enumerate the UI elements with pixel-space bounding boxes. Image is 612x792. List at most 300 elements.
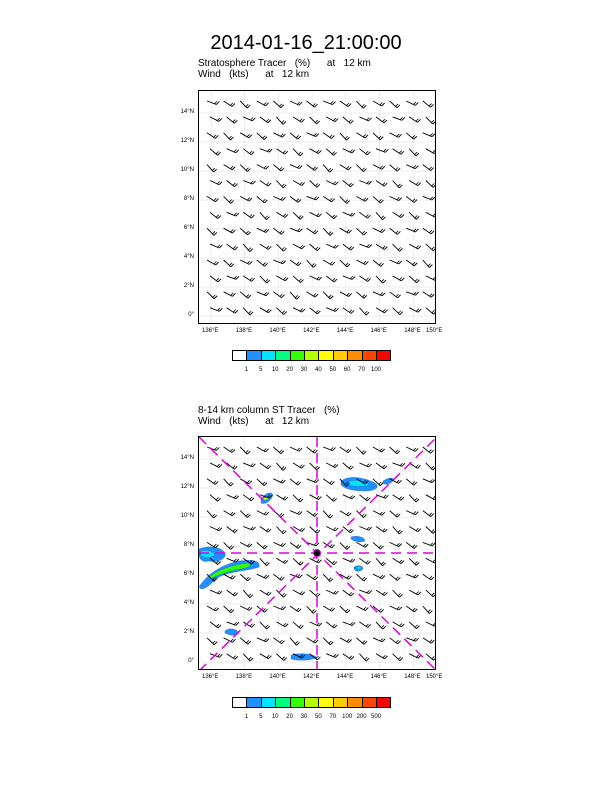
wind-barb bbox=[356, 133, 368, 138]
colorbar-label: 1 bbox=[244, 714, 249, 720]
wind-barb bbox=[257, 260, 268, 266]
wind-barb bbox=[243, 181, 255, 185]
wind-barb bbox=[359, 117, 371, 121]
wind-barb bbox=[227, 117, 238, 123]
wind-barb bbox=[426, 590, 436, 597]
wind-barb bbox=[323, 638, 333, 645]
wind-barb bbox=[376, 244, 387, 249]
wind-barb bbox=[406, 165, 418, 169]
wind-barb bbox=[426, 117, 436, 124]
wind-barb bbox=[310, 527, 320, 534]
wind-barb bbox=[293, 558, 303, 565]
wind-barb bbox=[293, 212, 303, 219]
wind-barb bbox=[409, 244, 421, 249]
panel2-map bbox=[198, 436, 436, 670]
colorbar-swatch bbox=[318, 350, 333, 361]
wind-barb bbox=[293, 276, 303, 283]
wind-barb bbox=[323, 260, 335, 265]
wind-barb bbox=[240, 638, 251, 644]
wind-barb bbox=[290, 447, 302, 451]
wind-barb bbox=[290, 542, 301, 548]
wind-barb bbox=[393, 308, 403, 315]
wind-barb bbox=[376, 622, 386, 629]
wind-barb bbox=[393, 590, 403, 597]
wind-barb bbox=[340, 511, 351, 516]
wind-barb bbox=[310, 181, 320, 188]
wind-barb bbox=[227, 622, 239, 625]
wind-barb bbox=[359, 276, 370, 282]
colorbar-label: 70 bbox=[358, 367, 365, 373]
lat-tick-label: 14°N bbox=[180, 455, 194, 461]
colorbar-label: 50 bbox=[315, 714, 322, 720]
wind-barb bbox=[426, 212, 436, 217]
wind-barb bbox=[207, 447, 219, 450]
wind-barb bbox=[293, 590, 305, 595]
wind-barb bbox=[406, 133, 417, 139]
wind-barb bbox=[210, 276, 221, 282]
wind-barb bbox=[326, 527, 338, 531]
wind-barb bbox=[343, 308, 354, 314]
wind-barb bbox=[273, 479, 285, 483]
wind-barb bbox=[224, 511, 236, 516]
wind-barb bbox=[340, 133, 350, 140]
lat-tick-label: 10°N bbox=[180, 513, 194, 519]
wind-barb bbox=[323, 101, 335, 105]
wind-barb bbox=[293, 495, 303, 502]
panel1-colorbar bbox=[232, 350, 390, 361]
wind-barb bbox=[276, 495, 287, 500]
wind-barb bbox=[207, 606, 219, 611]
wind-barb bbox=[343, 463, 354, 470]
wind-barb bbox=[406, 606, 417, 612]
wind-barb bbox=[373, 133, 383, 140]
wind-barb bbox=[340, 447, 351, 453]
wind-barb bbox=[359, 527, 371, 531]
wind-barb bbox=[376, 590, 387, 595]
wind-barb bbox=[224, 638, 236, 643]
wind-barb bbox=[409, 276, 419, 283]
wind-barb bbox=[326, 590, 338, 594]
colorbar-label: 5 bbox=[259, 714, 263, 720]
wind-barb bbox=[423, 196, 435, 200]
wind-barb bbox=[356, 196, 368, 201]
wind-barb bbox=[326, 308, 338, 312]
lat-tick-label: 0° bbox=[188, 312, 194, 318]
wind-barb bbox=[356, 638, 367, 645]
wind-barb bbox=[310, 276, 322, 280]
lat-tick-label: 10°N bbox=[180, 167, 194, 173]
wind-barb bbox=[359, 212, 370, 218]
wind-barb bbox=[207, 638, 217, 645]
wind-barb bbox=[356, 260, 368, 265]
wind-barb bbox=[356, 292, 367, 299]
wind-barb bbox=[257, 101, 269, 106]
wind-barb bbox=[406, 101, 418, 105]
lat-tick-label: 14°N bbox=[180, 109, 194, 115]
lon-tick-label: 140°E bbox=[269, 328, 286, 334]
lon-tick-label: 146°E bbox=[370, 328, 387, 334]
wind-barb bbox=[343, 244, 354, 250]
wind-barb bbox=[210, 117, 222, 122]
wind-barb bbox=[393, 527, 403, 534]
wind-barb bbox=[376, 463, 387, 469]
wind-barb bbox=[359, 622, 370, 628]
wind-barb bbox=[373, 447, 385, 452]
wind-barb bbox=[276, 308, 286, 315]
wind-barb bbox=[323, 606, 335, 611]
wind-barb bbox=[390, 511, 401, 518]
colorbar-swatch bbox=[232, 350, 247, 361]
colorbar-label: 70 bbox=[329, 714, 337, 720]
wind-barb bbox=[343, 117, 354, 124]
wind-barb bbox=[307, 606, 317, 613]
colorbar-swatch bbox=[376, 697, 391, 708]
wind-barb bbox=[356, 542, 368, 547]
lon-tick-label: 136°E bbox=[202, 328, 219, 334]
wind-barb bbox=[393, 181, 403, 188]
wind-barb bbox=[409, 308, 421, 313]
wind-barb bbox=[260, 276, 270, 283]
wind-barb bbox=[210, 149, 221, 156]
wind-barb bbox=[224, 447, 235, 452]
wind-barb bbox=[323, 447, 335, 451]
colorbar-swatch bbox=[261, 350, 276, 361]
wind-barb bbox=[243, 527, 255, 531]
wind-barb bbox=[326, 276, 337, 282]
lon-tick-label: 150°E bbox=[426, 328, 443, 334]
wind-barb bbox=[210, 308, 222, 312]
wind-barb bbox=[224, 133, 234, 140]
wind-barb bbox=[406, 479, 417, 485]
colorbar-swatch bbox=[290, 697, 305, 708]
wind-barb bbox=[409, 117, 420, 122]
wind-barb bbox=[340, 165, 351, 170]
panel2-title-line1: 8-14 km column ST Tracer (%) bbox=[198, 405, 340, 416]
wind-barb bbox=[227, 590, 238, 596]
wind-barb bbox=[257, 447, 269, 452]
wind-barb bbox=[227, 212, 239, 216]
wind-barb bbox=[426, 181, 436, 188]
wind-barb bbox=[240, 542, 252, 547]
wind-barb bbox=[290, 196, 301, 202]
lat-tick-label: 0° bbox=[188, 658, 194, 664]
panel2-colorbar bbox=[232, 697, 390, 708]
wind-barb bbox=[359, 308, 369, 315]
lat-tick-label: 6°N bbox=[183, 571, 194, 577]
wind-barb bbox=[373, 101, 385, 106]
wind-barb bbox=[343, 527, 354, 533]
wind-barb bbox=[290, 165, 302, 169]
colorbar-label: 30 bbox=[300, 714, 308, 720]
wind-barb bbox=[343, 654, 354, 660]
tracer-region bbox=[351, 536, 365, 542]
wind-barb bbox=[257, 165, 269, 170]
wind-barb bbox=[426, 308, 436, 314]
wind-barb bbox=[210, 181, 222, 185]
wind-barb bbox=[323, 133, 334, 139]
wind-barb bbox=[273, 165, 284, 171]
wind-barb bbox=[343, 558, 355, 562]
wind-barb bbox=[393, 212, 404, 217]
lon-tick-label: 138°E bbox=[235, 674, 253, 680]
wind-barb bbox=[276, 212, 288, 217]
wind-barb bbox=[393, 117, 405, 120]
wind-barb bbox=[393, 463, 405, 466]
wind-barb bbox=[356, 101, 366, 108]
wind-barb bbox=[376, 308, 388, 313]
wind-barb bbox=[240, 101, 250, 108]
wind-barb bbox=[210, 463, 222, 468]
colorbar-swatch bbox=[333, 697, 348, 708]
wind-barb bbox=[260, 149, 272, 152]
lon-tick-label: 146°E bbox=[370, 674, 387, 680]
colorbar-label: 40 bbox=[315, 367, 322, 373]
wind-barb bbox=[406, 638, 418, 641]
colorbar-swatch bbox=[347, 697, 362, 708]
wind-barb bbox=[257, 196, 268, 203]
wind-barb bbox=[207, 260, 219, 265]
wind-barb bbox=[260, 212, 270, 219]
wind-barb bbox=[373, 638, 385, 642]
wind-barb bbox=[207, 196, 218, 201]
wind-barb bbox=[426, 276, 436, 280]
lon-tick-label: 148°E bbox=[404, 674, 421, 680]
wind-barb bbox=[376, 149, 388, 153]
wind-barb bbox=[326, 117, 338, 122]
wind-barb bbox=[207, 479, 218, 485]
wind-barb bbox=[393, 495, 404, 501]
wind-barb bbox=[260, 622, 270, 629]
wind-barb bbox=[373, 196, 383, 203]
wind-barb bbox=[326, 622, 337, 628]
panel2-title-line2: Wind (kts) at 12 km bbox=[198, 416, 310, 427]
lat-tick-label: 4°N bbox=[183, 600, 194, 606]
colorbar-label: 500 bbox=[370, 714, 382, 720]
wind-barb bbox=[393, 622, 405, 627]
wind-barb bbox=[373, 260, 384, 266]
wind-barb bbox=[326, 463, 338, 468]
wind-barb bbox=[359, 590, 371, 593]
wind-barb bbox=[390, 133, 402, 138]
wind-barb bbox=[307, 260, 317, 267]
wind-barb bbox=[307, 479, 319, 483]
wind-barb bbox=[373, 511, 385, 516]
wind-barb bbox=[376, 212, 386, 220]
wind-barb bbox=[260, 558, 270, 565]
wind-barb bbox=[240, 260, 252, 264]
wind-barb bbox=[326, 149, 336, 156]
colorbar-swatch bbox=[376, 350, 391, 361]
wind-barb bbox=[409, 622, 419, 629]
wind-barb bbox=[393, 149, 404, 155]
lon-tick-label: 150°E bbox=[426, 674, 443, 680]
colorbar-swatch bbox=[246, 350, 261, 361]
wind-barb bbox=[257, 133, 267, 140]
wind-barb bbox=[260, 463, 271, 469]
colorbar-swatch bbox=[304, 350, 319, 361]
lat-tick-label: 12°N bbox=[180, 484, 194, 490]
wind-barb bbox=[343, 495, 355, 499]
wind-barb bbox=[224, 260, 234, 267]
colorbar-swatch bbox=[275, 350, 290, 361]
wind-barb bbox=[393, 276, 405, 281]
wind-barb bbox=[276, 590, 286, 597]
wind-barb bbox=[227, 308, 238, 314]
wind-barb bbox=[343, 590, 354, 596]
panel1-map bbox=[198, 90, 436, 324]
wind-barb bbox=[406, 511, 418, 515]
wind-barb bbox=[273, 606, 285, 610]
wind-barb bbox=[227, 276, 239, 279]
panel1-map-svg bbox=[199, 91, 436, 324]
wind-barb bbox=[423, 542, 435, 546]
wind-barb bbox=[376, 117, 387, 123]
lon-tick-label: 136°E bbox=[202, 674, 219, 680]
wind-barb bbox=[276, 181, 286, 188]
wind-barb bbox=[290, 101, 302, 105]
wind-barb bbox=[293, 149, 303, 156]
wind-barb bbox=[373, 542, 383, 549]
wind-barb bbox=[343, 212, 355, 216]
wind-barb bbox=[260, 654, 272, 659]
wind-barb bbox=[240, 447, 250, 454]
lon-tick-label: 148°E bbox=[404, 328, 421, 334]
center-marker bbox=[314, 550, 321, 557]
lon-tick-label: 142°E bbox=[303, 328, 320, 334]
wind-barb bbox=[409, 590, 421, 595]
wind-barb bbox=[423, 638, 434, 643]
colorbar-swatch bbox=[362, 697, 377, 708]
wind-barb bbox=[373, 292, 385, 296]
wind-barb bbox=[409, 149, 419, 156]
wind-barb bbox=[390, 101, 400, 108]
colorbar-swatch bbox=[333, 350, 348, 361]
wind-barb bbox=[276, 117, 286, 125]
colorbar-label: 10 bbox=[271, 714, 279, 720]
wind-barb bbox=[340, 260, 350, 267]
wind-barb bbox=[240, 196, 252, 201]
lon-tick-label: 140°E bbox=[269, 674, 286, 680]
wind-barb bbox=[293, 117, 304, 122]
wind-barb bbox=[376, 527, 387, 533]
wind-barb bbox=[210, 495, 221, 502]
wind-barb bbox=[276, 654, 286, 661]
lat-tick-label: 2°N bbox=[183, 283, 194, 289]
wind-barb bbox=[310, 558, 322, 563]
wind-barb bbox=[207, 292, 217, 299]
wind-barb bbox=[260, 308, 272, 313]
wind-barb bbox=[359, 463, 371, 467]
lon-tick-label: 142°E bbox=[303, 674, 320, 680]
wind-barb bbox=[260, 527, 271, 533]
lon-tick-label: 144°E bbox=[336, 328, 354, 334]
wind-barb bbox=[257, 511, 269, 516]
wind-barb bbox=[290, 638, 300, 646]
colorbar-label: 10 bbox=[271, 367, 279, 373]
wind-barb bbox=[310, 244, 321, 251]
wind-barb bbox=[224, 479, 234, 486]
wind-barb bbox=[290, 260, 301, 266]
colorbar-swatch bbox=[318, 697, 333, 708]
wind-barb bbox=[426, 149, 436, 154]
wind-barb bbox=[240, 165, 250, 172]
wind-barb bbox=[307, 196, 319, 199]
wind-barb bbox=[276, 244, 286, 251]
wind-barb bbox=[293, 463, 304, 468]
colorbar-swatch bbox=[304, 697, 319, 708]
wind-barb bbox=[227, 558, 239, 562]
wind-barb bbox=[326, 495, 336, 502]
panel1-title-line2: Wind (kts) at 12 km bbox=[198, 69, 310, 80]
wind-barb bbox=[423, 479, 435, 483]
wind-barb bbox=[260, 117, 271, 123]
wind-barb bbox=[409, 527, 421, 532]
wind-barb bbox=[257, 638, 269, 642]
wind-barb bbox=[326, 181, 338, 185]
colorbar-swatch bbox=[290, 350, 305, 361]
wind-barb bbox=[276, 527, 286, 534]
wind-barb bbox=[240, 133, 252, 138]
wind-barb bbox=[210, 622, 221, 628]
tracer-region bbox=[383, 478, 393, 484]
wind-barb bbox=[343, 276, 355, 280]
lat-tick-label: 2°N bbox=[183, 629, 194, 635]
wind-barb bbox=[273, 133, 285, 137]
wind-barb bbox=[224, 101, 235, 106]
wind-barb bbox=[310, 149, 322, 154]
wind-barb bbox=[343, 181, 354, 187]
lat-tick-label: 6°N bbox=[183, 225, 194, 231]
wind-barb bbox=[207, 133, 218, 139]
lat-tick-label: 8°N bbox=[183, 542, 194, 548]
lon-tick-label: 144°E bbox=[336, 674, 354, 680]
colorbar-label: 60 bbox=[343, 367, 351, 373]
wind-barb bbox=[290, 479, 301, 485]
wind-barb bbox=[406, 196, 417, 202]
wind-barb bbox=[426, 244, 436, 251]
colorbar-swatch bbox=[232, 697, 247, 708]
wind-barb bbox=[356, 447, 366, 454]
wind-barb bbox=[290, 228, 302, 232]
wind-barb bbox=[423, 101, 434, 107]
wind-barb bbox=[243, 463, 255, 467]
wind-barb bbox=[224, 165, 236, 170]
wind-barb bbox=[273, 638, 284, 644]
wind-barb bbox=[227, 244, 238, 250]
wind-barb bbox=[323, 196, 334, 201]
lat-tick-label: 4°N bbox=[183, 254, 194, 260]
wind-barb bbox=[323, 228, 333, 235]
wind-barb bbox=[426, 463, 436, 470]
wind-barb bbox=[359, 654, 369, 661]
wind-barb bbox=[273, 260, 285, 264]
colorbar-label: 100 bbox=[342, 714, 353, 720]
wind-barb bbox=[310, 622, 322, 626]
wind-barb bbox=[409, 181, 421, 186]
wind-barb bbox=[423, 511, 434, 517]
page-title: 2014-01-16_21:00:00 bbox=[210, 32, 402, 54]
wind-barb bbox=[227, 181, 238, 187]
wind-barb bbox=[207, 101, 219, 104]
wind-barb bbox=[326, 212, 337, 218]
wind-barb bbox=[257, 479, 267, 486]
wind-barb bbox=[406, 260, 417, 266]
colorbar-swatch bbox=[347, 350, 362, 361]
wind-barb bbox=[310, 463, 320, 470]
wind-barb bbox=[224, 292, 236, 297]
wind-barb bbox=[290, 133, 301, 139]
wind-barb bbox=[260, 181, 271, 187]
